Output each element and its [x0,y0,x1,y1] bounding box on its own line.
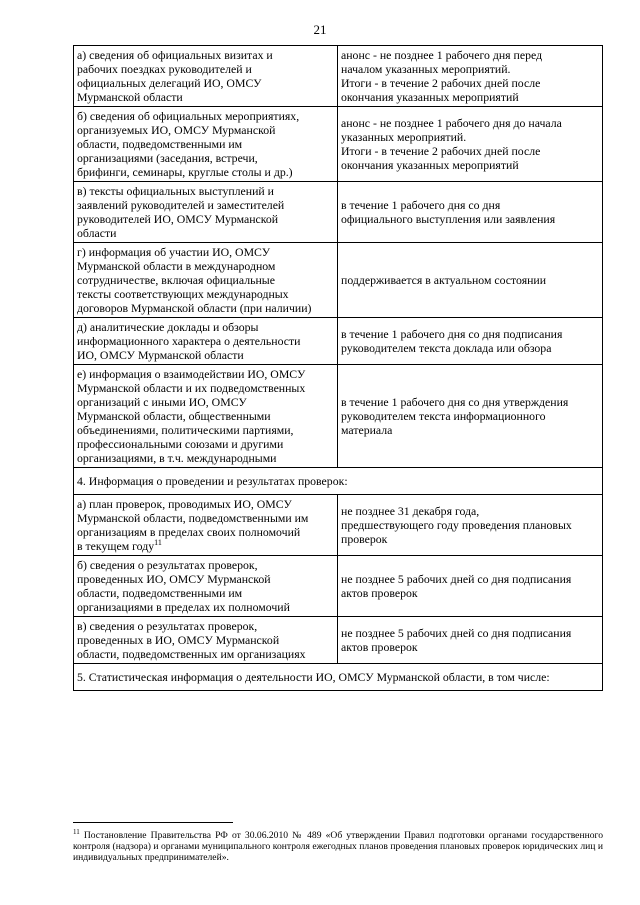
disclosure-table [73,45,603,691]
cell-text-body: а) план проверок, проводимых ИО, ОМСУ Мурманской области, подведомственными им организациям в пределах своих полномочий в текущем году [77,497,309,553]
table-row [74,365,603,468]
footnote-divider [73,822,233,823]
table-row [74,556,603,617]
table-row [74,318,603,365]
table-cell-info-type [74,107,338,182]
cell-text: анонс - не позднее 1 рабочего дня перед началом указанных мероприятий. Итоги - в течение 2 рабочих дней после окончания указанных мероприятий [341,48,543,104]
table-cell-info-type [74,182,338,243]
cell-text: в течение 1 рабочего дня со дня официального выступления или заявления [341,198,556,226]
cell-text: г) информация об участии ИО, ОМСУ Мурманской области в международном сотрудничестве, включая официальные тексты соответствующих международных договоров Мурманской области (при наличии) [77,245,312,315]
table-cell-info-type [74,243,338,318]
table-row [74,243,603,318]
cell-text: не позднее 31 декабря года, предшествующего году проведения плановых проверок [341,504,572,546]
table-cell-deadline [338,182,603,243]
footnote [73,827,603,863]
table-cell-info-type [74,46,338,107]
table-cell-info-type [74,556,338,617]
cell-text: в течение 1 рабочего дня со дня утверждения руководителем текста информационного материала [341,395,569,437]
cell-text: в течение 1 рабочего дня со дня подписания руководителем текста доклада или обзора [341,327,563,355]
page-number: 21 [313,22,327,37]
table-cell-deadline [338,556,603,617]
cell-text: д) аналитические доклады и обзоры информационного характера о деятельности ИО, ОМСУ Мурманской области [77,320,301,362]
table-cell-info-type [74,617,338,664]
footnote-text: Постановление Правительства РФ от 30.06.2010 № 489 «Об утверждении Правил подготовки органами государственного контроля (надзора) и органами муниципального контроля ежегодных планов проведения плановых проверок юридических лиц и индивидуальных предпринимателей». [73,830,603,863]
cell-text: б) сведения об официальных мероприятиях, организуемых ИО, ОМСУ Мурманской области, подведомственными им организациями (заседания, встречи, брифинги, семинары, круглые столы и др.) [77,109,300,179]
table-cell-deadline [338,365,603,468]
table-cell-info-type [74,365,338,468]
table-cell-info-type [74,318,338,365]
table-cell-deadline [338,46,603,107]
cell-text: в) тексты официальных выступлений и заявлений руководителей и заместителей руководителей ИО, ОМСУ Мурманской области [77,184,285,240]
table-row [74,46,603,107]
section-header-row [74,664,603,691]
table-cell-info-type [74,495,338,556]
section-heading-statistics: 5. Статистическая информация о деятельности ИО, ОМСУ Мурманской области, в том числе: [74,664,603,691]
cell-text: поддерживается в актуальном состоянии [341,273,547,287]
table-cell-deadline [338,318,603,365]
table-cell-deadline [338,107,603,182]
footnote-reference: 11 [154,538,162,548]
table-row [74,107,603,182]
section-header-row [74,468,603,495]
cell-text: не позднее 5 рабочих дней со дня подписания актов проверок [341,572,572,600]
cell-text: б) сведения о результатах проверок, проведенных ИО, ОМСУ Мурманской области, подведомственными им организациями в пределах их полномочий [77,558,290,614]
cell-text: а) сведения об официальных визитах и рабочих поездках руководителей и официальных делегаций ИО, ОМСУ Мурманской области [77,48,273,104]
table-cell-deadline [338,617,603,664]
cell-text: в) сведения о результатах проверок, проведенных в ИО, ОМСУ Мурманской области, подведомственных им организациях [77,619,306,661]
cell-text: е) информация о взаимодействии ИО, ОМСУ Мурманской области и их подведомственных организаций с иными ИО, ОМСУ Мурманской области, общественными объединениями, политическими партиями, профессиональными союзами и другими организациями, в т.ч. международными [77,367,306,465]
cell-text: анонс - не позднее 1 рабочего дня до начала указанных мероприятий. Итоги - в течение 2 рабочих дней после окончания указанных мероприятий [341,116,562,172]
footnote-marker: 11 [73,827,80,836]
cell-text: не позднее 5 рабочих дней со дня подписания актов проверок [341,626,572,654]
table-row [74,617,603,664]
cell-text [77,497,334,553]
table-cell-deadline [338,243,603,318]
table-row [74,182,603,243]
table-cell-deadline [338,495,603,556]
table-row [74,495,603,556]
table-body [74,46,603,691]
section-heading-inspections: 4. Информация о проведении и результатах проверок: [74,468,603,495]
